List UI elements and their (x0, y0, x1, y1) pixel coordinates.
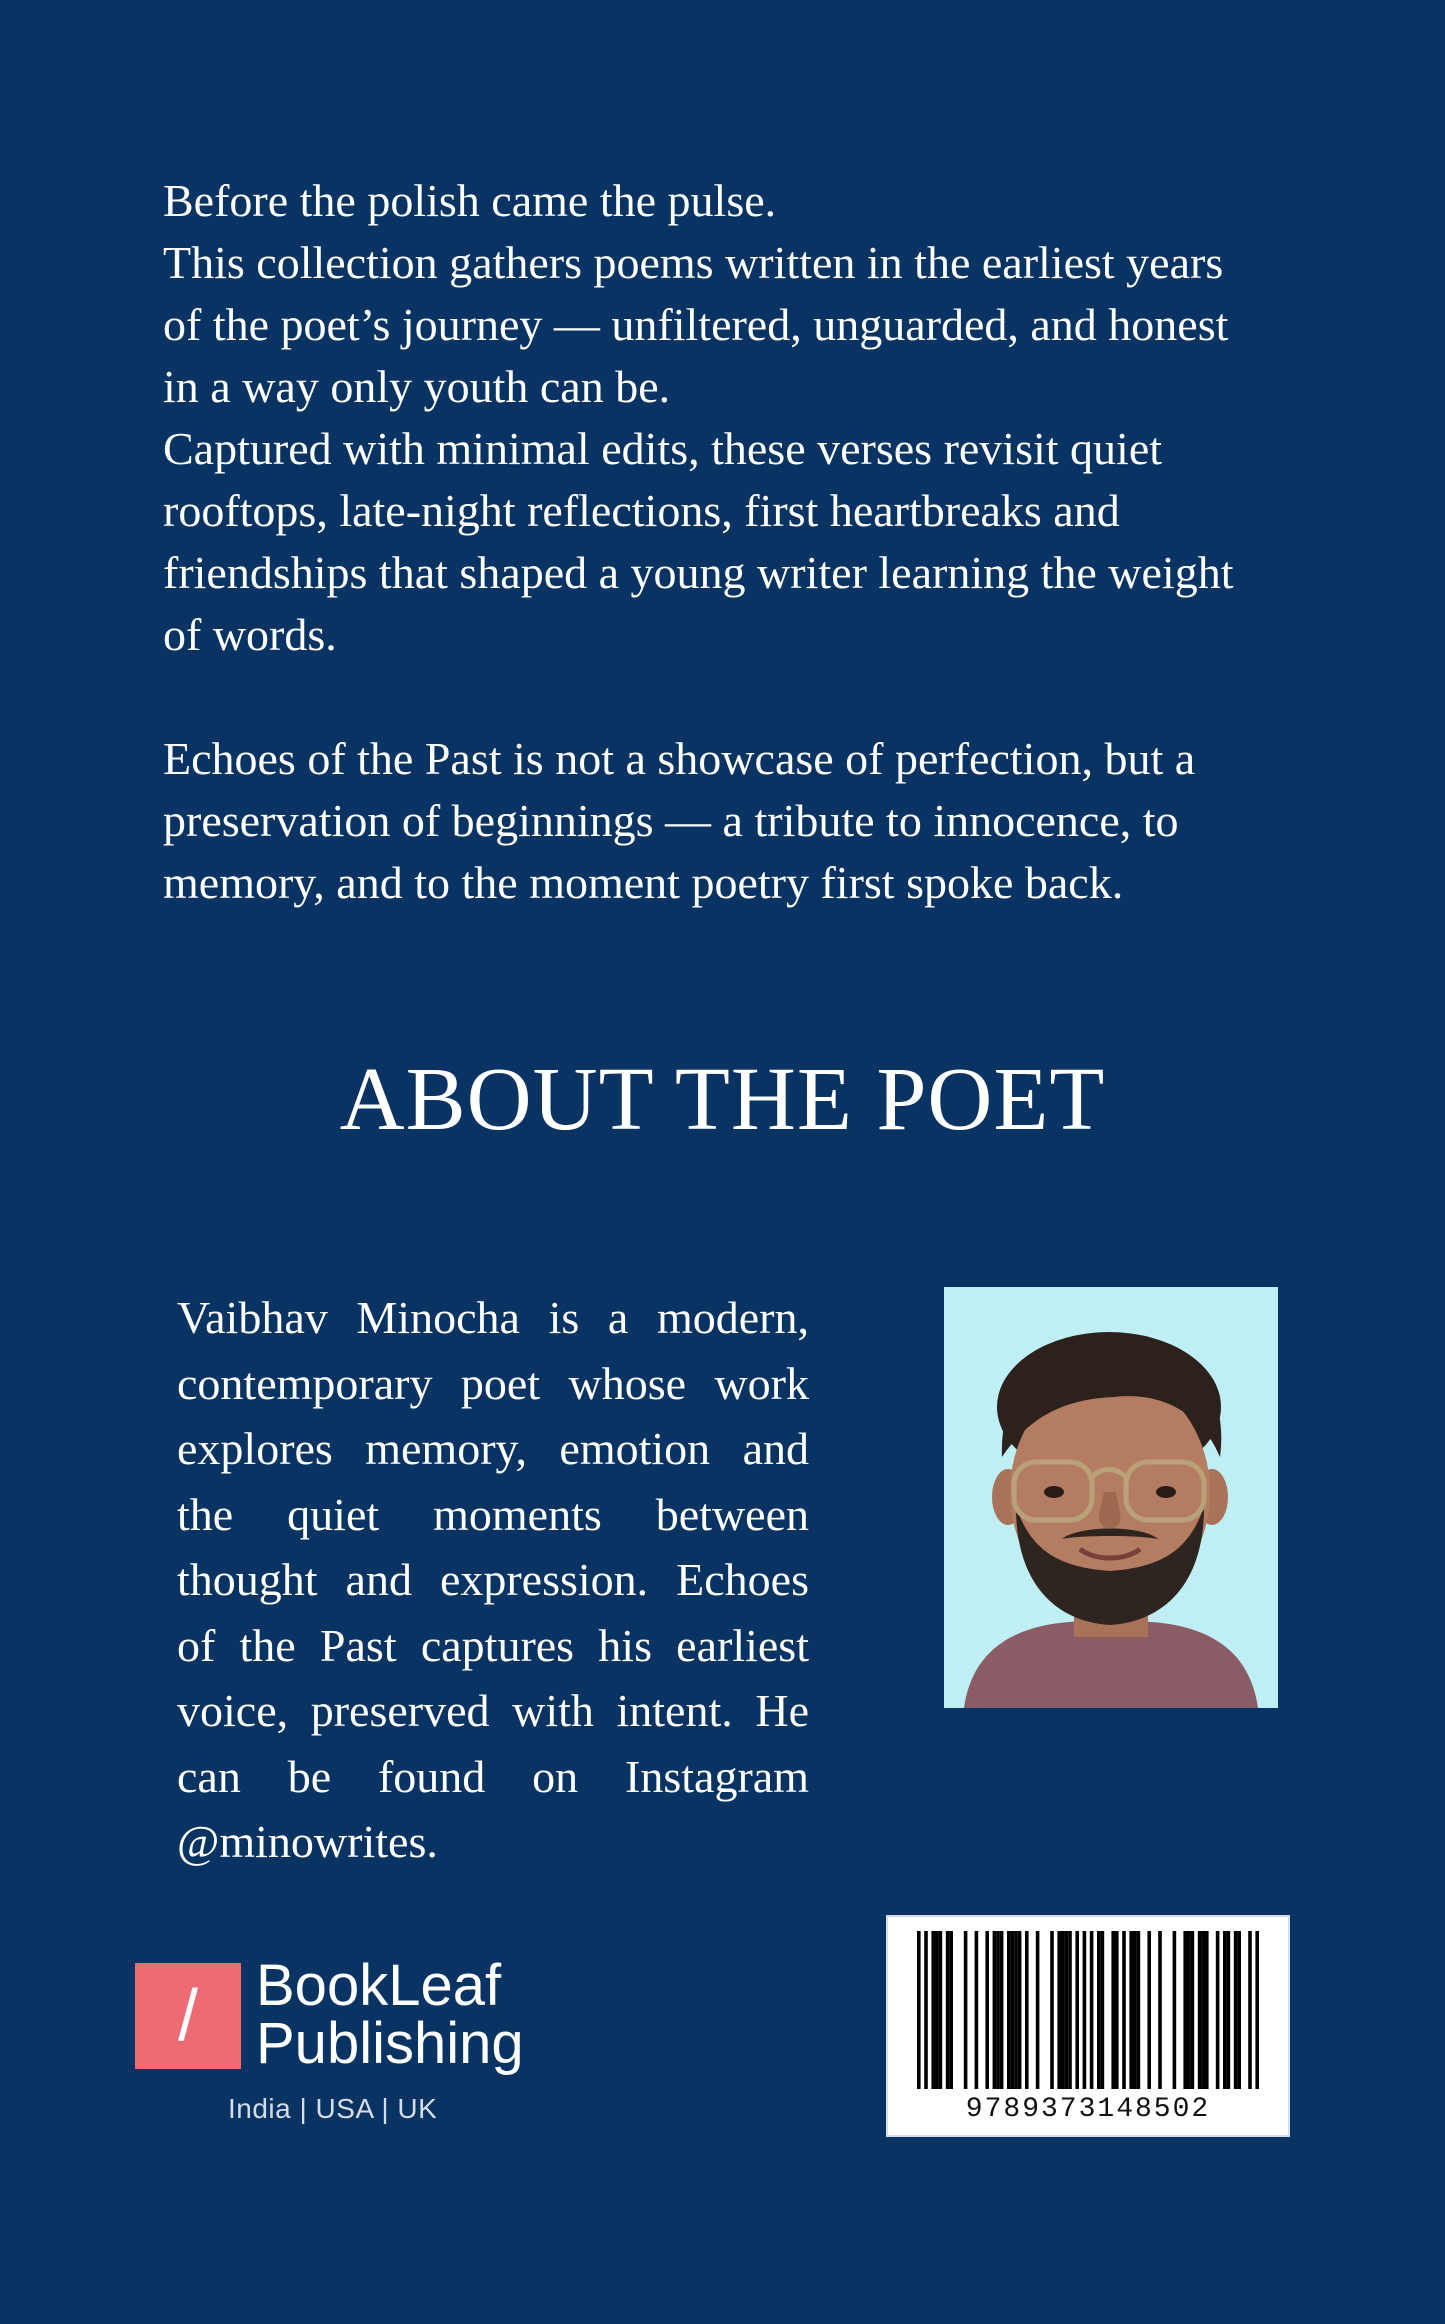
barcode-bar (1050, 1931, 1054, 2089)
barcode-bar (1133, 1931, 1137, 2089)
barcode-bar (1255, 1931, 1259, 2089)
barcode-bar (1025, 1931, 1029, 2089)
barcode-bar (1187, 1931, 1191, 2089)
barcode-bar (935, 1931, 939, 2089)
barcode-bar (996, 1931, 1000, 2089)
barcode-bar (931, 1931, 935, 2089)
blurb-line: Before the polish came the pulse. (163, 175, 777, 226)
paragraph-gap (163, 666, 1303, 728)
blurb-line: Captured with minimal edits, these verses revisit quiet (163, 423, 1163, 474)
barcode-bar (1234, 1931, 1238, 2089)
barcode-bar (1216, 1931, 1220, 2089)
slash-logo-icon: / (135, 1963, 241, 2069)
barcode-bar (1036, 1931, 1040, 2089)
barcode-bar (1201, 1931, 1205, 2089)
barcode-bar (1011, 1931, 1015, 2089)
barcode-bar (1122, 1931, 1126, 2089)
barcode-bar (1248, 1931, 1252, 2089)
barcode-bar (924, 1931, 928, 2089)
barcode-bar (1057, 1931, 1061, 2089)
barcode-bar (1223, 1931, 1227, 2089)
publisher-name (256, 1953, 556, 2076)
blurb-line: This collection gathers poems written in the earliest years (163, 237, 1224, 288)
blurb (163, 170, 1303, 914)
barcode-bar (1111, 1931, 1115, 2089)
author-portrait-illustration (944, 1287, 1278, 1708)
barcode-bar (939, 1931, 943, 2089)
blurb-line: of the poet’s journey — unfiltered, unguarded, and honest (163, 299, 1229, 350)
barcode-bar (1173, 1931, 1177, 2089)
isbn-barcode (886, 1915, 1290, 2137)
barcode-bar (1075, 1931, 1079, 2089)
barcode-bar (1014, 1931, 1018, 2089)
barcode-bar (1147, 1931, 1151, 2089)
barcode-bar (917, 1931, 921, 2089)
blurb-line: of words. (163, 609, 337, 660)
barcode-bar (1061, 1931, 1065, 2089)
author-bio: Vaibhav Minocha is a modern, contemporary poet whose work explores memory, emotion and the quiet moments between thought and expression. Echoes of the Past captures his earliest voice, preserved with intent. He can be found on Instagram @minowrites. (177, 1292, 809, 1867)
barcode-bar (1137, 1931, 1141, 2089)
blurb-line: preservation of beginnings — a tribute to innocence, to (163, 795, 1179, 846)
barcode-bar (1090, 1931, 1094, 2089)
barcode-bar (1158, 1931, 1162, 2089)
blurb-line: in a way only youth can be. (163, 361, 671, 412)
barcode-bar (949, 1931, 953, 2089)
author-photo (944, 1287, 1278, 1708)
blurb-line: friendships that shaped a young writer learning the weight (163, 547, 1234, 598)
barcode-bar (1068, 1931, 1072, 2089)
publisher-name-line1: BookLeaf (256, 1953, 502, 2018)
barcode-bar (1129, 1931, 1133, 2089)
barcode-bar (964, 1931, 968, 2089)
barcode-bar (1083, 1931, 1087, 2089)
barcode-bar (1183, 1931, 1187, 2089)
barcode-bar (1000, 1931, 1004, 2089)
barcode-bar (1198, 1931, 1202, 2089)
barcode-bar (1097, 1931, 1101, 2089)
barcode-bar (1101, 1931, 1105, 2089)
publisher-name-line2: Publishing (256, 2011, 524, 2076)
barcode-bar (1018, 1931, 1022, 2089)
barcode-bar (1205, 1931, 1209, 2089)
barcode-bar (946, 1931, 950, 2089)
barcode-bar (1007, 1931, 1011, 2089)
publisher-regions: India | USA | UK (228, 2093, 438, 2124)
blurb-line: Echoes of the Past is not a showcase of perfection, but a (163, 733, 1196, 784)
barcode-bar (1227, 1931, 1231, 2089)
about-heading: ABOUT THE POET (339, 1050, 1106, 1149)
blurb-line: rooftops, late-night reflections, first heartbreaks and (163, 485, 1120, 536)
barcode-bar (985, 1931, 989, 2089)
barcode-bar (1065, 1931, 1069, 2089)
barcode-bar (975, 1931, 979, 2089)
blurb-line: memory, and to the moment poetry first spoke back. (163, 857, 1124, 908)
barcode-bar (1237, 1931, 1241, 2089)
barcode-bars-graphic (888, 1917, 1288, 2092)
barcode-bar (1115, 1931, 1119, 2089)
barcode-bar (1191, 1931, 1195, 2089)
barcode-bar (993, 1931, 997, 2089)
isbn-number: 9789373148502 (965, 2094, 1211, 2125)
